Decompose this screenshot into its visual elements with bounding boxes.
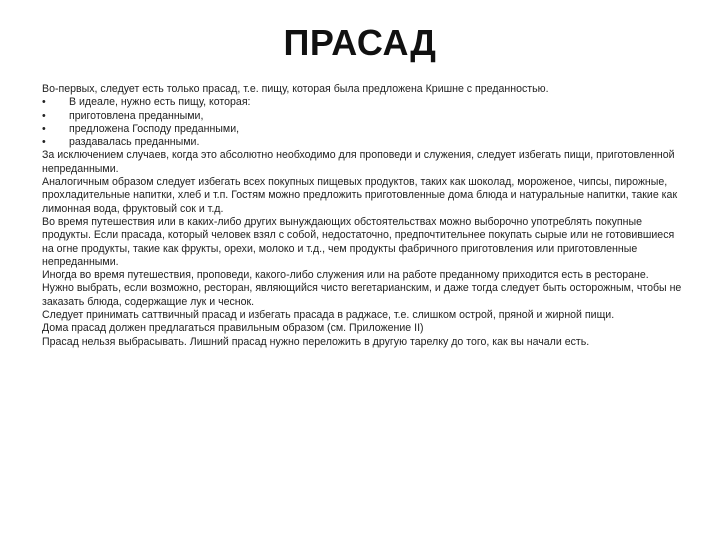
body-paragraph: За исключением случаев, когда это абсолютно необходимо для проповеди и служения, следует избегать пищи, приготовленной непреданными. — [42, 149, 675, 175]
bullet-item — [42, 136, 682, 149]
slide-body — [42, 83, 682, 349]
bullet-item — [42, 96, 682, 109]
body-paragraph: Дома прасад должен предлагаться правильным образом (см. Приложение II) — [42, 322, 424, 335]
bullet-icon: • — [42, 109, 46, 122]
slide-title: ПРАСАД — [283, 22, 437, 63]
bullet-text: раздавалась преданными. — [69, 136, 200, 149]
bullet-text: приготовлена преданными, — [69, 109, 204, 122]
bullet-item — [42, 110, 682, 123]
body-paragraph: Во время путешествия или в каких-либо других вынуждающих обстоятельствах можно выборочно употреблять покупные продукты. Если прасада, который человек взял с собой, недостаточно, предпочтительнее покупать сырые или не готовившиеся на огне продукты, такие как фрукты, орехи, молоко и т.д., чем продукты фабричного приготовления или приготовленные непреданными. — [42, 215, 675, 268]
bullet-icon: • — [42, 122, 46, 135]
body-paragraph: Следует принимать саттвичный прасад и избегать прасада в раджасе, т.е. слишком острой, пряной и жирной пищи. — [42, 309, 615, 322]
body-paragraph: Аналогичным образом следует избегать всех покупных пищевых продуктов, таких как шоколад, мороженое, чипсы, пирожные, прохладительные напитки, хлеб и т.п. Гостям можно предложить приготовленные дома блюда и натуральные напитки, такие как лимонная вода, фруктовый сок и т.д. — [42, 176, 678, 215]
body-paragraph: Иногда во время путешествия, проповеди, какого-либо служения или на работе преданному приходится есть в ресторане. Нужно выбрать, если возможно, ресторан, являющийся чисто вегетарианским, и даже тогда следует быть осторожным, чтобы не заказать блюда, содержащие лук и чеснок. — [42, 269, 682, 308]
bullet-icon: • — [42, 136, 46, 149]
body-paragraph: Прасад нельзя выбрасывать. Лишний прасад нужно переложить в другую тарелку до того, как вы начали есть. — [42, 335, 590, 348]
intro-paragraph: Во-первых, следует есть только прасад, т.е. пищу, которая была предложена Кришне с преданностью. — [42, 83, 549, 95]
bullet-text: предложена Господу преданными, — [69, 122, 240, 135]
bullet-item — [42, 123, 682, 136]
bullet-icon: • — [42, 96, 46, 109]
bullet-text: В идеале, нужно есть пищу, которая: — [69, 96, 251, 109]
